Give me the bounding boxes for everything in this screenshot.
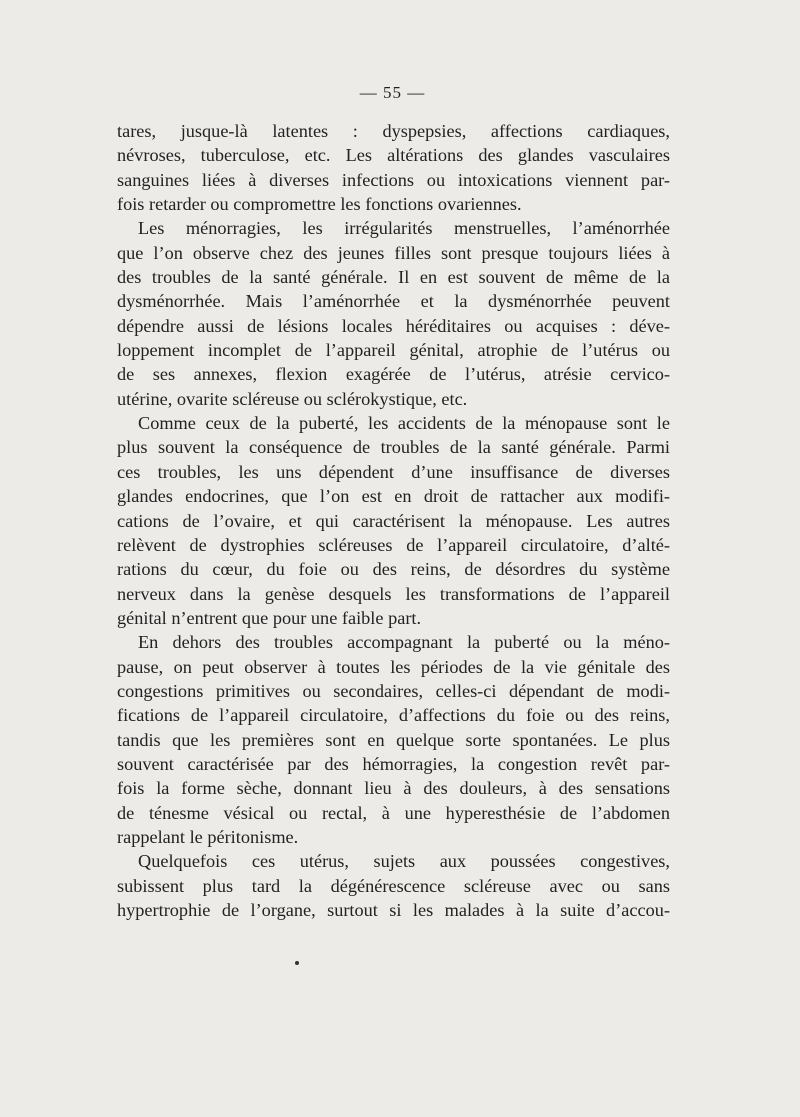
text-line: dysménorrhée. Mais l’aménorrhée et la dysménorrhée peuvent (117, 291, 670, 312)
paragraph (117, 216, 670, 411)
text-line: sanguines liées à diverses infections ou intoxications viennent par- (117, 169, 670, 190)
text-line: hypertrophie de l’organe, surtout si les malades à la suite d’accou- (117, 900, 670, 920)
text-line: relèvent de dystrophies scléreuses de l’appareil circulatoire, d’alté- (117, 534, 670, 555)
text-line: fois la forme sèche, donnant lieu à des douleurs, à des sensations (117, 778, 670, 799)
body-text (117, 119, 670, 922)
text-line: dépendre aussi de lésions locales héréditaires ou acquises : déve- (117, 315, 670, 336)
text-line: pause, on peut observer à toutes les périodes de la vie génitale des (117, 656, 670, 677)
text-line: fications de l’appareil circulatoire, d’affections du foie ou des reins, (117, 705, 670, 726)
text-line: Comme ceux de la puberté, les accidents de la ménopause sont le (138, 413, 670, 434)
text-line: que l’on observe chez des jeunes filles sont presque toujours liées à (117, 242, 670, 263)
page-number: — 55 — (359, 83, 426, 102)
text-line: glandes endocrines, que l’on est en droit de rattacher aux modifi- (117, 486, 670, 507)
text-line: utérine, ovarite scléreuse ou sclérokystique, etc. (117, 388, 468, 409)
text-line: Quelquefois ces utérus, sujets aux poussées congestives, (138, 851, 670, 872)
text-line: En dehors des troubles accompagnant la puberté ou la méno- (138, 632, 670, 653)
text-line: Les ménorragies, les irrégularités menstruelles, l’aménorrhée (138, 218, 670, 239)
text-line: ces troubles, les uns dépendent d’une insuffisance de diverses (117, 461, 670, 482)
paragraph (117, 849, 670, 922)
text-line: tandis que les premières sont en quelque sorte spontanées. Le plus (117, 729, 670, 750)
text-line: rappelant le péritonisme. (117, 826, 299, 847)
paragraph (117, 119, 670, 216)
text-line: tares, jusque-là latentes : dyspepsies, affections cardiaques, (117, 121, 670, 141)
text-line: fois retarder ou compromettre les fonctions ovariennes. (117, 194, 522, 215)
paragraph (117, 630, 670, 849)
paragraph (117, 411, 670, 630)
text-line: de ténesme vésical ou rectal, à une hyperesthésie de l’abdomen (117, 802, 670, 823)
text-line: de ses annexes, flexion exagérée de l’utérus, atrésie cervico- (117, 364, 670, 385)
ink-speck (295, 961, 299, 965)
text-line: loppement incomplet de l’appareil génital, atrophie de l’utérus ou (117, 340, 670, 361)
text-line: névroses, tuberculose, etc. Les altérations des glandes vasculaires (117, 145, 670, 166)
text-line: génital n’entrent que pour une faible part. (117, 607, 422, 628)
text-line: plus souvent la conséquence de troubles de la santé générale. Parmi (117, 437, 670, 458)
text-line: nerveux dans la genèse desquels les transformations de l’appareil (117, 583, 670, 604)
text-line: rations du cœur, du foie ou des reins, de désordres du système (117, 559, 670, 580)
text-line: congestions primitives ou secondaires, celles-ci dépendant de modi- (117, 680, 670, 701)
text-line: des troubles de la santé générale. Il en est souvent de même de la (117, 267, 670, 288)
text-line: cations de l’ovaire, et qui caractérisent la ménopause. Les autres (117, 510, 670, 531)
text-line: subissent plus tard la dégénérescence scléreuse avec ou sans (117, 875, 670, 896)
text-line: souvent caractérisée par des hémorragies, la congestion revêt par- (117, 753, 670, 774)
